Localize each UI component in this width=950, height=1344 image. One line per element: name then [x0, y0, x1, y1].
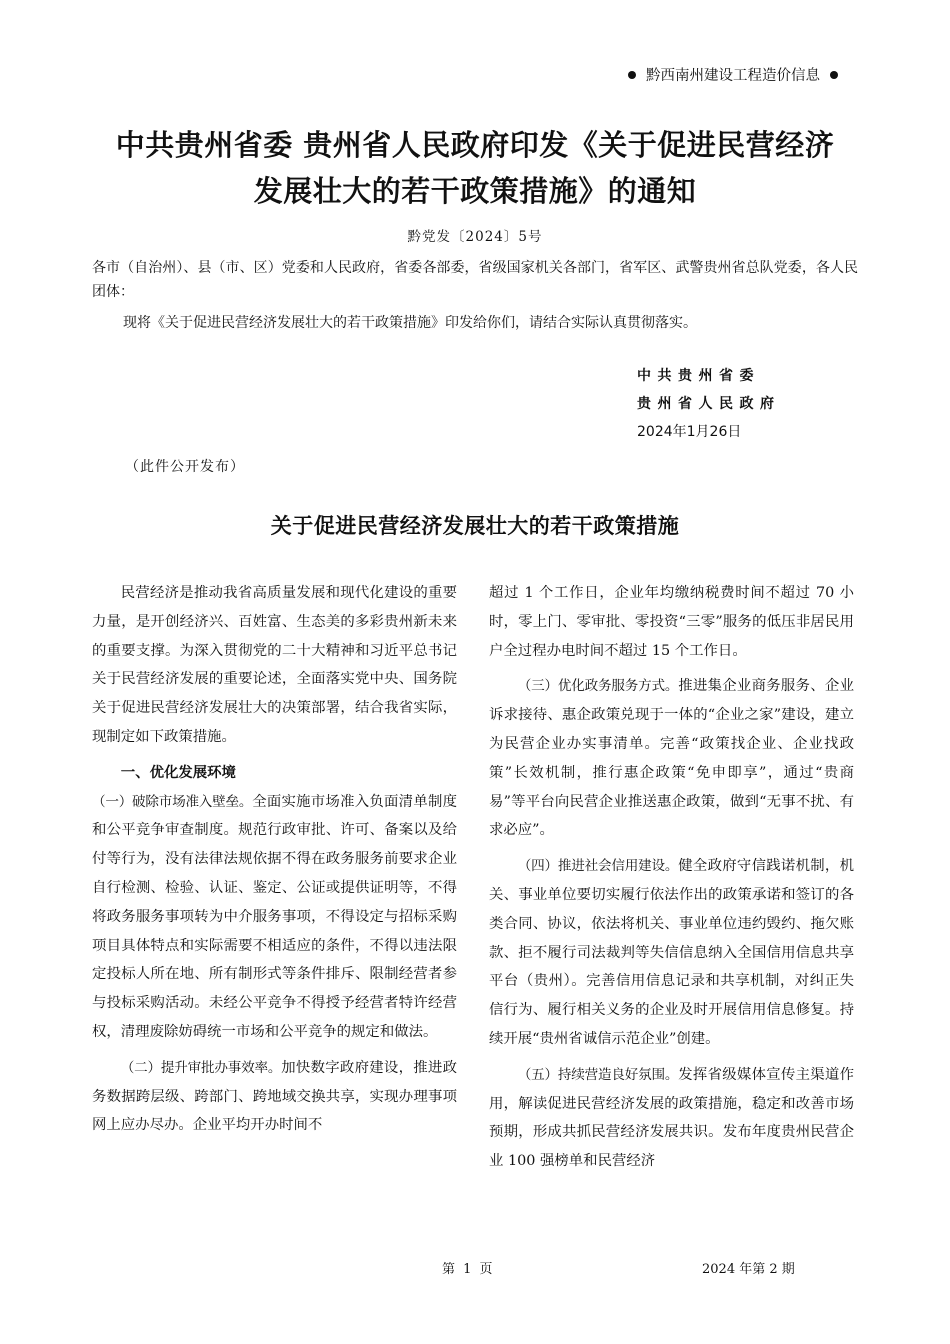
issue-number: 2024 年第 2 期: [702, 1262, 795, 1277]
section-title: 关于促进民营经济发展壮大的若干政策措施: [270, 513, 680, 538]
right-column: [489, 579, 854, 1183]
item-2-text: 加快数字政府建设，推进政务数据跨层级、跨部门、跨地域交换共享，实现办理事项网上应办尽办。企业平均开办时间不: [92, 1059, 457, 1134]
item-1-paragraph: [92, 788, 457, 1047]
item-4-text: 健全政府守信践诺机制，机关、事业单位要切实履行依法作出的政策承诺和签订的各类合同、协议，依法将机关、事业单位违约毁约、拖欠账款、拒不履行司法裁判等失信信息纳入全国信用信息共享平台（贵州）。完善信用信息记录和共享机制，对纠正失信行为、履行相关义务的企业及时开展信用信息修复。持续开展“贵州省诚信示范企业”创建。: [489, 858, 854, 1047]
item-3-label: （三）优化政务服务方式。: [517, 678, 679, 695]
item-3-paragraph: [489, 672, 854, 845]
signature-block: [637, 362, 781, 446]
item-1-label: （一）破除市场准入壁垒。: [92, 793, 253, 810]
item-2-continuation: 超过 1 个工作日，企业年均缴纳税费时间不超过 70 小时，零上门、零审批、零投资“三零”服务的低压非居民用户全过程办电时间不超过 15 个工作日。: [489, 585, 854, 659]
intro-paragraph: 民营经济是推动我省高质量发展和现代化建设的重要力量，是开创经济兴、百姓富、生态美的多彩贵州新未来的重要支撑。为深入贯彻党的二十大精神和习近平总书记关于民营经济发展的重要论述，全面落实党中央、国务院关于促进民营经济发展壮大的决策部署，结合我省实际，现制定如下政策措施。: [92, 585, 457, 745]
notice-body: 现将《关于促进民营经济发展壮大的若干政策措施》印发给你们，请结合实际认真贯彻落实。: [123, 315, 697, 331]
document-number: 黔党发〔2024〕5号: [407, 229, 543, 245]
item-5-text: 发挥省级媒体宣传主渠道作用，解读促进民营经济发展的政策措施，稳定和改善市场预期，形成共抓民营经济发展共识。发布年度贵州民营企业 100 强榜单和民营经济: [489, 1066, 854, 1170]
salutation: 各市（自治州）、县（市、区）党委和人民政府，省委各部委，省级国家机关各部门，省军区、武警贵州省总队党委，各人民团体：: [92, 260, 858, 300]
publication-header: [628, 64, 838, 85]
heading-optimize-environment: 一、优化发展环境: [120, 764, 236, 781]
item-4-label: （四）推进社会信用建设。: [517, 858, 679, 875]
page-footer: [0, 1258, 950, 1278]
page-number: 第 1 页: [442, 1262, 495, 1277]
item-1-text: 全面实施市场准入负面清单制度和公平竞争审查制度。规范行政审批、许可、备案以及给付等行为，没有法律法规依据不得在政务服务前要求企业自行检测、检验、认证、鉴定、公证或提供证明等，不得将政务服务事项转为中介服务事项，不得设定与招标采购项目具体特点和实际需要不相适应的条件，不得以违法限定投标人所在地、所有制形式等条件排斥、限制经营者参与投标采购活动。未经公平竞争不得授予经营者特许经营权，清理废除妨碍统一市场和公平竞争的规定和做法。: [92, 793, 457, 1040]
item-3-text: 推进集企业商务服务、企业诉求接待、惠企政策兑现于一体的“企业之家”建设，建立为民营企业办实事清单。完善“政策找企业、企业找政策”长效机制，推行惠企政策“免申即享”，通过“贵商易”等平台向民营企业推送惠企政策，做到“无事不扰、有求必应”。: [489, 678, 854, 839]
item-5-label: （五）持续营造良好氛围。: [517, 1066, 679, 1083]
left-column: [92, 579, 457, 1147]
signature-org-2: 贵州省人民政府: [637, 396, 781, 412]
item-5-paragraph: [489, 1061, 854, 1176]
public-release-note: （此件公开发布）: [125, 459, 245, 475]
item-2-label: （二）提升审批办事效率。: [120, 1059, 282, 1076]
signature-date: 2024年1月26日: [637, 424, 742, 440]
main-title-line-2: 发展壮大的若干政策措施》的通知: [253, 174, 697, 208]
signature-org-1: 中共贵州省委: [637, 368, 760, 384]
bullet-dot-icon: [830, 71, 838, 79]
main-title: [0, 122, 950, 214]
item-2-paragraph: [92, 1054, 457, 1140]
bullet-dot-icon: [628, 71, 636, 79]
main-title-line-1: 中共贵州省委 贵州省人民政府印发《关于促进民营经济: [115, 128, 835, 162]
item-4-paragraph: [489, 852, 854, 1054]
publication-name: 黔西南州建设工程造价信息: [646, 68, 820, 84]
